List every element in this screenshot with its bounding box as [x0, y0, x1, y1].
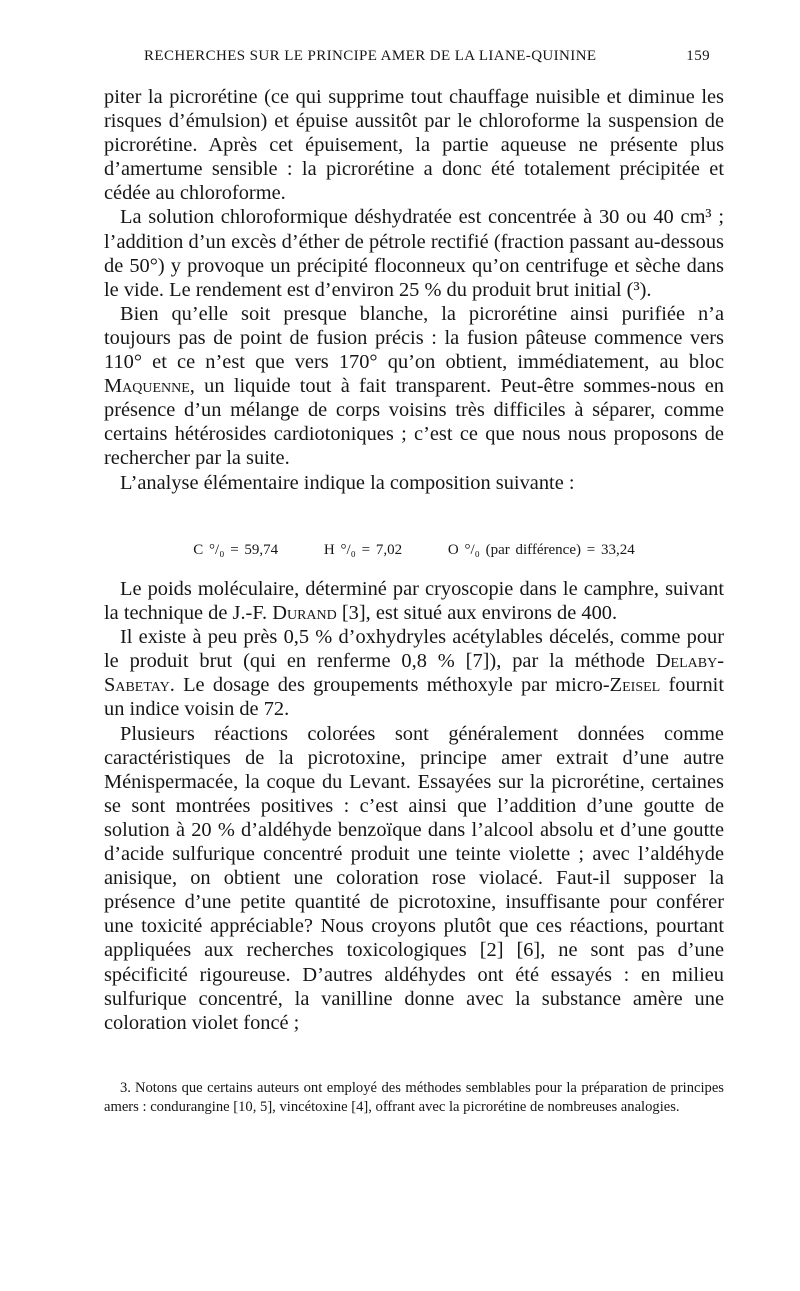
carbon-percentage: C °/₀ = 59,74	[193, 542, 279, 558]
paragraph-ox-text-c: fournit un indice voisin de 72.	[104, 674, 724, 721]
paragraph-fusion-text-a: Bien qu’elle soit presque blanche, la picrorétine ainsi purifiée n’a toujours pas de point de fusion précis : la fusion pâteuse commence vers 110° et ce n’est que vers 170° qu’on obtient, immédiatement, au bloc	[104, 302, 724, 374]
author-name-durand: Durand	[272, 602, 337, 625]
page-number: 159	[686, 48, 710, 64]
footnote-marker: 3.	[120, 1080, 131, 1096]
paragraph-analysis: L’analyse élémentaire indique la composition suivante :	[120, 471, 575, 494]
paragraph-mw-text-a: Le poids moléculaire, déterminé par cryoscopie dans le camphre, suivant la technique de J.-F.	[104, 578, 724, 625]
paragraph-mw-text-b: [3], est situé aux environs de 400.	[336, 602, 618, 625]
paragraph-molecular-weight	[104, 577, 724, 625]
body-text-upper	[104, 85, 724, 495]
paragraph-ox-text-b: . Le dosage des groupements méthoxyle par micro-	[169, 674, 610, 697]
running-title: RECHERCHES SUR LE PRINCIPE AMER DE LA LIANE-QUININE	[144, 48, 597, 64]
footnote-text: Notons que certains auteurs ont employé des méthodes semblables pour la préparation de principes amers : condurangine [10, 5], vincétoxine [4], offrant avec la picrorétine de nombreuses analogies.	[104, 1080, 724, 1115]
paragraph-fusion	[104, 302, 724, 471]
body-text-lower	[104, 577, 724, 1035]
paragraph-continued: piter la picrorétine (ce qui supprime tout chauffage nuisible et diminue les risques d’émulsion) et épuise aussitôt par le chloroforme la suspension de picrorétine. Après cet épuisement, la partie aqueuse ne présente plus d’amertume sensible : la picrorétine a donc été totalement précipitée et cédée au chloroforme.	[104, 86, 724, 205]
author-name-maquenne: Maquenne	[104, 375, 190, 398]
paragraph-ox-text-a: Il existe à peu près 0,5 % d’oxhydryles acétylables décelés, comme pour le produit brut (qui en renferme 0,8 % [7]), par la méthode	[104, 626, 724, 673]
running-header	[118, 48, 712, 74]
oxygen-percentage: O °/₀ (par différence) = 33,24	[447, 542, 635, 558]
method-name-zeisel: Zeisel	[609, 674, 661, 697]
footnote-3	[104, 1079, 724, 1117]
footnote	[104, 1079, 724, 1117]
paragraph-solution: La solution chloroformique déshydratée est concentrée à 30 ou 40 cm³ ; l’addition d’un excès d’éther de pétrole rectifié (fraction passant au-dessous de 50°) y provoque un précipité floconneux qu’on centrifuge et sèche dans le vide. Le rendement est d’environ 25 % du produit brut initial (³).	[104, 206, 724, 301]
paragraph-color-reactions: Plusieurs réactions colorées sont généralement données comme caractéristiques de la picrotoxine, principe amer extrait d’une autre Ménispermacée, la coque du Levant. Essayées sur la picrorétine, certaines se sont montrées positives : c’est ainsi que l’addition d’une goutte de solution à 20 % d’aldéhyde benzoïque dans l’alcool absolu et d’une goutte d’acide sulfurique concentré produit une teinte violette ; avec l’aldéhyde anisique, on obtient une coloration rose violacé. Faut-il supposer la présence d’une petite quantité de picrotoxine, insuffisante pour conférer une toxicité appréciable? Nous croyons plutôt que ces réactions, pourtant appliquées aux recherches toxicologiques [2] [6], ne sont pas d’une spécificité rigoureuse. D’autres aldéhydes ont été essayés : en milieu sulfurique concentré, la vanilline donne avec la substance amère une coloration violet foncé ;	[104, 722, 724, 1034]
paragraph-fusion-text-b: , un liquide tout à fait transparent. Peut-être sommes-nous en présence d’un mélange de corps voisins très difficiles à séparer, comme certains hétérosides cardiotoniques ; c’est ce que nous nous proposons de rechercher par la suite.	[104, 375, 724, 470]
method-name-delaby-sabetay: Delaby-Sabetay	[104, 650, 724, 697]
paragraph-oxhydryls	[104, 625, 724, 721]
hydrogen-percentage: H °/₀ = 7,02	[323, 542, 403, 558]
composition-formula	[104, 541, 724, 559]
